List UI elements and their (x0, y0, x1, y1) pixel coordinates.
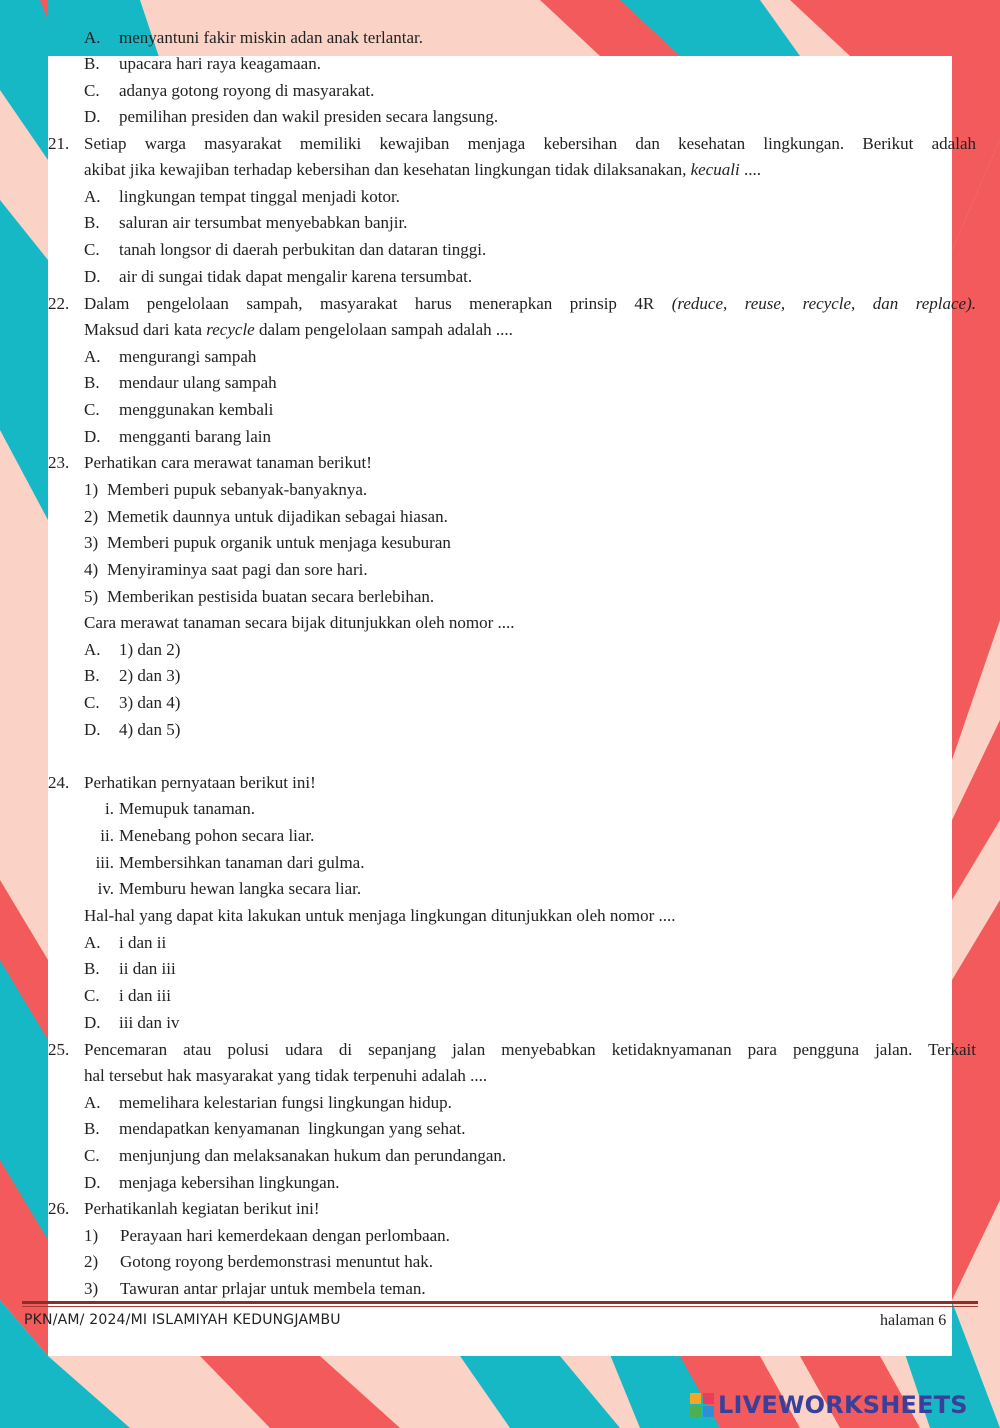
question-prompt: Cara merawat tanaman secara bijak ditunjukkan oleh nomor .... (84, 613, 515, 632)
page-number: halaman 6 (880, 1312, 947, 1329)
option-b[interactable]: B. upacara hari raya keagamaan. (84, 54, 321, 73)
question-text: hal tersebut hak masyarakat yang tidak terpenuhi adalah .... (84, 1066, 488, 1085)
option-c[interactable]: C. tanah longsor di daerah perbukitan dan dataran tinggi. (84, 240, 487, 259)
list-item: 5) Memberikan pestisida buatan secara berlebihan. (84, 587, 435, 606)
option-d[interactable]: D. mengganti barang lain (84, 427, 272, 446)
option-d[interactable]: D. menjaga kebersihan lingkungan. (84, 1173, 340, 1192)
list-item: 3) Memberi pupuk organik untuk menjaga kesuburan (84, 533, 451, 552)
question-text: Pencemaran atau polusi udara di sepanjang jalan menyebabkan ketidaknyamanan para pengguna jalan. Terkait (84, 1040, 976, 1059)
option-c[interactable]: C. 3) dan 4) (84, 693, 181, 712)
question-text: Dalam pengelolaan sampah, masyarakat harus menerapkan prinsip 4R (reduce, reuse, recycle, dan replace). (84, 294, 976, 313)
list-item: i. Memupuk tanaman. (105, 799, 255, 818)
option-d[interactable]: D. iii dan iv (84, 1013, 180, 1032)
option-a[interactable]: A. lingkungan tempat tinggal menjadi kotor. (84, 187, 400, 206)
list-item: 3) Tawuran antar prlajar untuk membela teman. (84, 1279, 426, 1298)
question-text: Perhatikanlah kegiatan berikut ini! (84, 1199, 320, 1218)
question-number: 25. (48, 1040, 70, 1059)
question-number: 21. (48, 134, 70, 153)
option-a[interactable]: A. i dan ii (84, 933, 167, 952)
question-text: Perhatikan pernyataan berikut ini! (84, 773, 316, 792)
footer-rule (22, 1306, 978, 1307)
list-item: iii. Membersihkan tanaman dari gulma. (95, 853, 365, 872)
question-number: 24. (48, 773, 70, 792)
option-a[interactable]: A. 1) dan 2) (84, 640, 181, 659)
list-item: 1) Perayaan hari kemerdekaan dengan perlombaan. (84, 1226, 450, 1245)
question-text: akibat jika kewajiban terhadap kebersihan dan kesehatan lingkungan tidak dilaksanakan, kecuali .... (84, 160, 761, 179)
option-c[interactable]: C. menjunjung dan melaksanakan hukum dan perundangan. (84, 1146, 507, 1165)
footer-rule (22, 1301, 978, 1304)
liveworksheets-icon (690, 1393, 714, 1417)
option-a[interactable]: A. memelihara kelestarian fungsi lingkungan hidup. (84, 1093, 452, 1112)
question-number: 22. (48, 294, 70, 313)
option-c[interactable]: C. adanya gotong royong di masyarakat. (84, 81, 375, 100)
option-d[interactable]: D. 4) dan 5) (84, 720, 181, 739)
question-number: 26. (48, 1199, 70, 1218)
option-b[interactable]: B. mendaur ulang sampah (84, 373, 277, 392)
option-d[interactable]: D. pemilihan presiden dan wakil presiden secara langsung. (84, 107, 499, 126)
option-c[interactable]: C. menggunakan kembali (84, 400, 274, 419)
option-b[interactable]: B. saluran air tersumbat menyebabkan banjir. (84, 213, 408, 232)
option-a[interactable]: A. mengurangi sampah (84, 347, 257, 366)
list-item: ii. Menebang pohon secara liar. (100, 826, 315, 845)
footer-course-code: PKN/AM/ 2024/MI ISLAMIYAH KEDUNGJAMBU (24, 1312, 341, 1328)
list-item: 4) Menyiraminya saat pagi dan sore hari. (84, 560, 368, 579)
option-b[interactable]: B. ii dan iii (84, 959, 176, 978)
brand-name: LIVEWORKSHEETS (718, 1391, 968, 1419)
question-text: Maksud dari kata recycle dalam pengelolaan sampah adalah .... (84, 320, 513, 339)
liveworksheets-logo[interactable] (690, 1388, 990, 1422)
option-b[interactable]: B. 2) dan 3) (84, 666, 181, 685)
question-text: Setiap warga masyarakat memiliki kewajiban menjaga kebersihan dan kesehatan lingkungan. Berikut adalah (84, 134, 976, 153)
question-text: Perhatikan cara merawat tanaman berikut! (84, 453, 372, 472)
question-number: 23. (48, 453, 70, 472)
option-d[interactable]: D. air di sungai tidak dapat mengalir karena tersumbat. (84, 267, 473, 286)
list-item: 2) Memetik daunnya untuk dijadikan sebagai hiasan. (84, 507, 448, 526)
list-item: iv. Memburu hewan langka secara liar. (97, 879, 362, 898)
option-a[interactable]: A. menyantuni fakir miskin adan anak terlantar. (84, 28, 424, 47)
option-c[interactable]: C. i dan iii (84, 986, 171, 1005)
question-prompt: Hal-hal yang dapat kita lakukan untuk menjaga lingkungan ditunjukkan oleh nomor .... (84, 906, 676, 925)
list-item: 2) Gotong royong berdemonstrasi menuntut hak. (84, 1252, 434, 1271)
list-item: 1) Memberi pupuk sebanyak-banyaknya. (84, 480, 368, 499)
option-b[interactable]: B. mendapatkan kenyamanan lingkungan yang sehat. (84, 1119, 466, 1138)
